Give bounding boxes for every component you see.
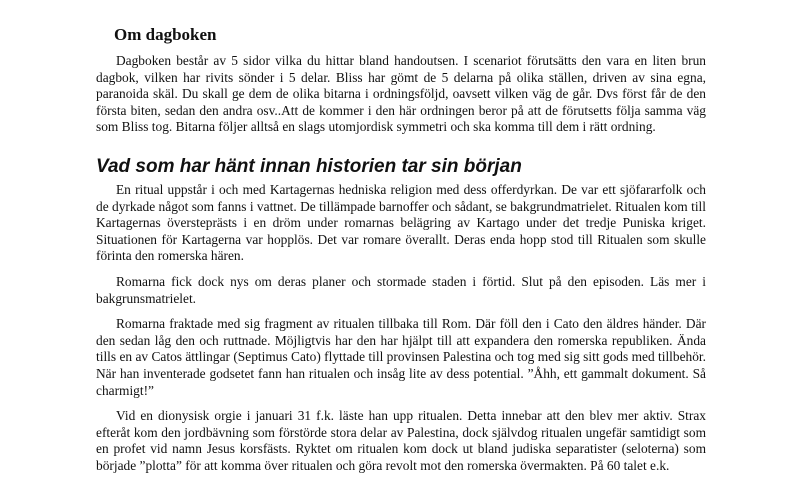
paragraph: En ritual uppstår i och med Kartagernas hedniska religion med dess offerdyrkan. De var ett sjöfararfolk och de dyrkade något som fanns i vattnet. De tillämpade barnoffer och sådant, se bakgrundmatrielet. Ritualen kom till Kartagernas översteprästs i en dröm under romarnas belägring av Kartago under det tredje Puniska kriget. Situationen för Kartagerna var hopplös. Det var romare överallt. Deras enda hopp stod till Ritualen som skulle förinta den romerska hären. <box>96 181 706 264</box>
paragraph: Dagboken består av 5 sidor vilka du hittar bland handoutsen. I scenariot förutsätts den vara en liten brun dagbok, vilken har rivits sönder i 5 delar. Bliss har gömt de 5 delarna på olika ställen, driven av sina egna, paranoida skäl. Du skall ge dem de olika bitarna i ordningsföljd, oavsett vilken väg de går. Dvs först får de den första biten, sedan den andra osv..Att de kommer i den här ordningen beror på att de förutsetts följa samma väg som Bliss tog. Bitarna följer alltså en slags utomjordisk symmetri och ska komma till dem i rätt ordning. <box>96 53 706 135</box>
document-body <box>96 25 706 483</box>
paragraph: Romarna fick dock nys om deras planer och stormade staden i förtid. Slut på den episoden. Läs mer i bakgrunsmatrielet. <box>96 273 706 306</box>
paragraph: Romarna fraktade med sig fragment av ritualen tillbaka till Rom. Där föll den i Cato den äldres händer. Där den sedan låg den och ruttnade. Möjligtvis har den har hjälpt till att expandera den romerska republiken. Ända tills en av Catos ättlingar (Septimus Cato) flyttade till provinsen Palestina och tog med sig sitt gods med tillbehör. När han inventerade godsetet fann han ritualen och insåg lite av dess potential. ”Åhh, ett gammalt dokument. Så charmigt!” <box>96 316 706 398</box>
paragraph: Vid en dionysisk orgie i januari 31 f.k. läste han upp ritualen. Detta innebar att den blev mer aktiv. Strax efteråt kom den jordbävning som förstörde stora delar av Palestina, dock självdog ritualen ungefär samtidigt som en profet vid namn Jesus korsfästs. Ryktet om ritualen kom dock ut bland judiska separatister (seloterna) som började ”plotta” för att komma över ritualen och göra revolt mot den romerska övermakten. På 60 talet e.k. <box>96 408 706 473</box>
section-heading-om-dagboken: Om dagboken <box>114 25 217 44</box>
section-heading-bakgrund: Vad som har hänt innan historien tar sin början <box>96 155 522 177</box>
